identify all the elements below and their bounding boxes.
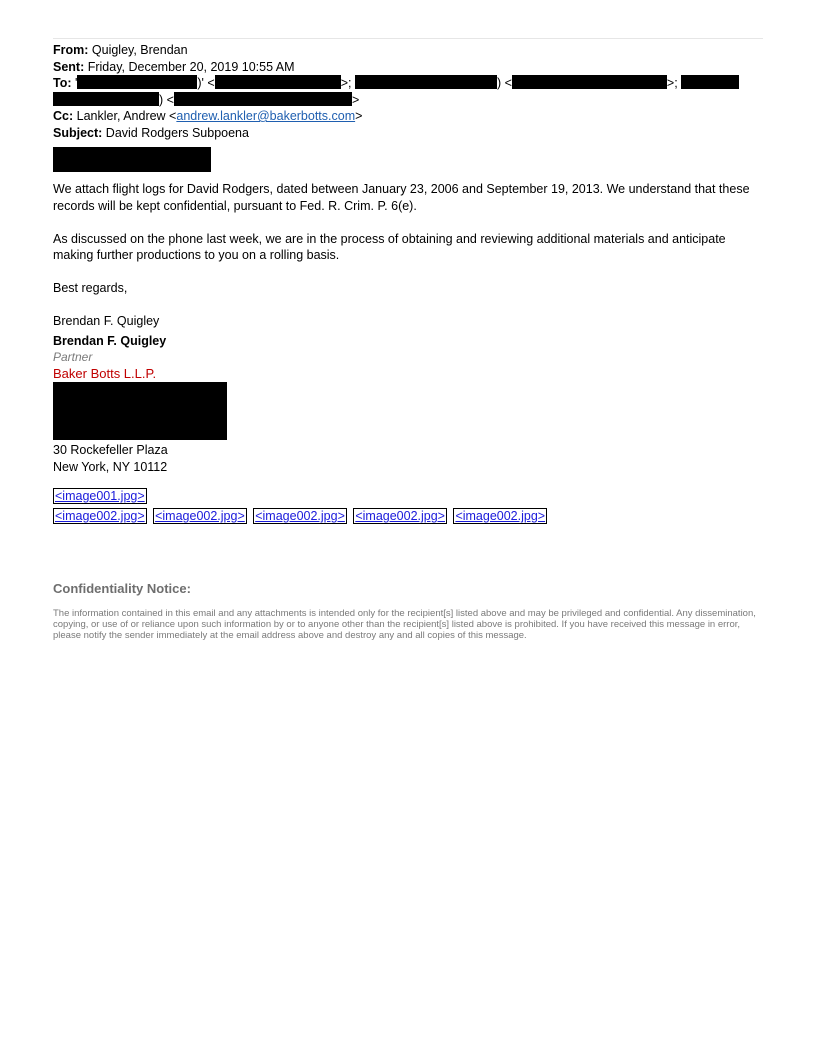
to-sep: >; (340, 76, 355, 90)
attachment-link[interactable]: <image002.jpg> (155, 509, 245, 523)
to-label: To: (53, 76, 72, 90)
to-sep: > (351, 92, 360, 107)
from-line (53, 42, 763, 59)
attachment-link[interactable]: <image002.jpg> (355, 509, 445, 523)
redaction-box (77, 75, 197, 89)
redaction-box (681, 75, 739, 89)
sent-line (53, 59, 763, 76)
closing-line: Best regards, (53, 281, 128, 295)
attachment-row-2 (53, 507, 763, 525)
cc-close: > (355, 109, 363, 123)
signature-title: Partner (53, 350, 93, 364)
cc-line (53, 108, 763, 125)
sent-label: Sent: (53, 59, 85, 74)
signature-redacted-block (53, 382, 763, 442)
body-paragraph-1: We attach flight logs for David Rodgers, dated between January 23, 2006 and September 19, 2013. We understand that these records will be kept confidential, pursuant to Fed. R. Crim. P. 6(e). (53, 182, 750, 213)
attachment-row-1 (53, 487, 763, 505)
cc-email-link[interactable]: andrew.lankler@bakerbotts.com (176, 109, 356, 123)
attachment-link[interactable]: <image002.jpg> (255, 509, 345, 523)
redaction-box (512, 75, 667, 89)
body-paragraph-2: As discussed on the phone last week, we are in the process of obtaining and reviewing additional materials and anticipate making further productions to you on a rolling basis. (53, 231, 726, 262)
confidentiality-text: The information contained in this email and any attachments is intended only for the recipient[s] listed above and may be privileged and confidential. Any dissemination, copying, or use of or reliance upon such information by or to anyone other than the recipient[s] listed above is prohibited. If you have received this message in error, please notify the sender immediately at the email address above and destroy any and all copies of this message. (53, 608, 756, 641)
to-quote: ' (75, 76, 78, 90)
attachment-link[interactable]: <image002.jpg> (455, 509, 546, 523)
attachment-link[interactable]: <image002.jpg> (55, 509, 145, 523)
to-sep: ) < (159, 92, 174, 107)
to-line-continued (53, 92, 763, 109)
redaction-box (53, 147, 211, 172)
signature-address-1: 30 Rockefeller Plaza (53, 443, 168, 457)
redaction-box (355, 75, 497, 89)
from-value: Quigley, Brendan (91, 43, 188, 57)
sent-value: Friday, December 20, 2019 10:55 AM (87, 59, 295, 74)
to-sep: >; (666, 76, 682, 90)
signature-address-2: New York, NY 10112 (53, 459, 168, 474)
confidentiality-title: Confidentiality Notice: (53, 581, 191, 596)
redaction-box (53, 382, 227, 440)
signoff-name: Brendan F. Quigley (53, 314, 160, 328)
to-line (53, 75, 763, 92)
cc-label: Cc: (53, 109, 74, 123)
redaction-box (215, 75, 341, 89)
subject-value: David Rodgers Subpoena (105, 125, 249, 140)
subject-label: Subject: (53, 125, 103, 140)
to-sep: ) < (496, 76, 512, 90)
email-page (53, 38, 763, 641)
attachment-link[interactable]: <image001.jpg> (55, 489, 145, 503)
signature-name: Brendan F. Quigley (53, 333, 167, 348)
signature-firm: Baker Botts L.L.P. (53, 366, 157, 381)
cc-name: Lankler, Andrew < (76, 109, 177, 123)
top-divider (53, 38, 763, 39)
to-sep: )' < (197, 76, 215, 90)
redaction-box (53, 92, 159, 106)
subject-line (53, 125, 763, 142)
redaction-box (174, 92, 352, 106)
from-label: From: (53, 43, 89, 57)
